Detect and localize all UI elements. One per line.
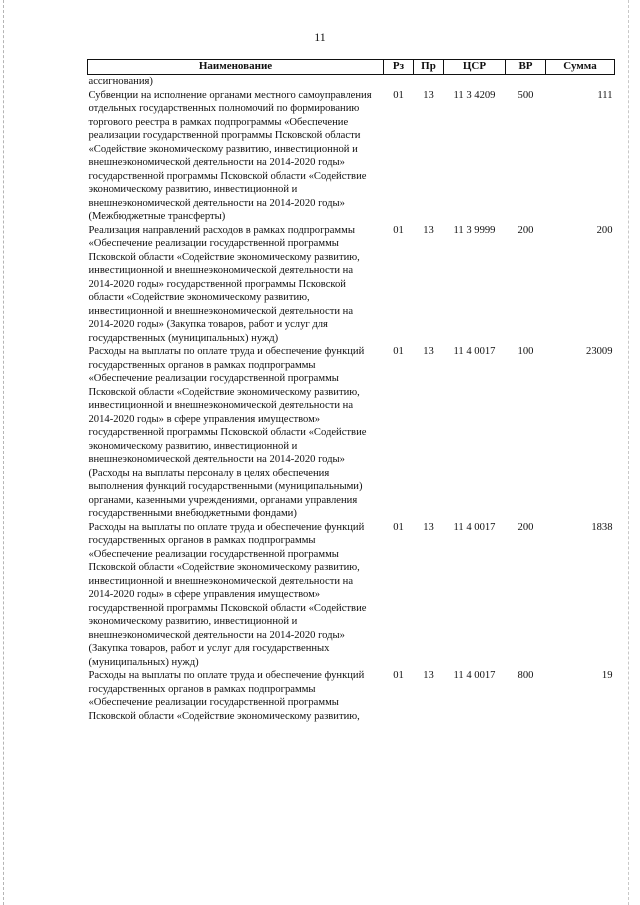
budget-table bbox=[87, 59, 615, 723]
row-pr: 13 bbox=[423, 670, 434, 681]
table-row bbox=[88, 345, 615, 521]
row-vr: 500 bbox=[517, 89, 534, 101]
row-sum: 23009 bbox=[586, 346, 613, 357]
row-vr: 200 bbox=[517, 521, 534, 533]
row-sum: 1838 bbox=[591, 521, 613, 533]
scan-edge-left bbox=[3, 0, 5, 905]
row-csr: 11 4 0017 bbox=[453, 346, 496, 357]
row-vr: 200 bbox=[517, 224, 534, 236]
carryover-text: ассигнования) bbox=[88, 76, 153, 87]
row-pr: 13 bbox=[423, 346, 434, 357]
row-rz: 01 bbox=[393, 346, 404, 357]
row-sum: 111 bbox=[597, 89, 613, 101]
header-rz: Рз bbox=[384, 60, 414, 75]
row-csr: 11 3 4209 bbox=[453, 89, 496, 101]
row-rz: 01 bbox=[393, 521, 404, 533]
table-row bbox=[88, 89, 615, 224]
header-sum: Сумма bbox=[546, 60, 615, 75]
header-pr: Пр bbox=[414, 60, 444, 75]
header-csr: ЦСР bbox=[444, 60, 506, 75]
table-header bbox=[88, 60, 615, 75]
table-body bbox=[88, 75, 615, 724]
row-rz: 01 bbox=[393, 670, 404, 681]
row-csr: 11 3 9999 bbox=[453, 224, 496, 236]
row-rz: 01 bbox=[393, 224, 404, 236]
page-number: 11 bbox=[314, 30, 326, 44]
row-vr: 800 bbox=[517, 670, 534, 681]
row-name: Субвенции на исполнение органами местного самоуправления отдельных государственных полномочий по формированию торгового реестра в рамках подпрограммы «Обеспечение реализации государственной программы Псковской области «Содействие экономическому развитию, инвестиционной и внешнеэкономической деятельности на 2014-2020 годы» государственной программы Псковской области «Содействие экономическому развитию, инвестиционной и внешнеэкономической деятельности на 2014-2020 годы» (Межбюджетные трансферты) bbox=[88, 89, 372, 222]
row-sum: 200 bbox=[596, 224, 613, 236]
row-pr: 13 bbox=[423, 224, 434, 236]
row-name: Расходы на выплаты по оплате труда и обеспечение функций государственных органов в рамках подпрограммы «Обеспечение реализации государственной программы Псковской области «Содействие экономическому развитию, инвестиционной и внешнеэкономической деятельности на 2014-2020 годы» в сфере управления имуществом» государственной программы Псковской области «Содействие экономическому развитию, инвестиционной и внешнеэкономической деятельности на 2014-2020 годы» (Закупка товаров, работ и услуг для государственных (муниципальных) нужд) bbox=[88, 521, 367, 668]
row-name: Расходы на выплаты по оплате труда и обеспечение функций государственных органов в рамках подпрограммы «Обеспечение реализации государственной программы Псковской области «Содействие экономическому развитию, bbox=[88, 670, 365, 722]
row-pr: 13 bbox=[423, 89, 434, 101]
table-row bbox=[88, 521, 615, 670]
header-name: Наименование bbox=[88, 60, 384, 75]
row-name: Расходы на выплаты по оплате труда и обеспечение функций государственных органов в рамках подпрограммы «Обеспечение реализации государственной программы Псковской области «Содействие экономическому развитию, инвестиционной и внешнеэкономической деятельности на 2014-2020 годы» в сфере управления имуществом» государственной программы Псковской области «Содействие экономическому развитию, инвестиционной и внешнеэкономической деятельности на 2014-2020 годы» (Расходы на выплаты персоналу в целях обеспечения выполнения функций государственными (муниципальными) органами, казенными учреждениями, органами управления государственными внебюджетными фондами) bbox=[88, 346, 367, 519]
row-rz: 01 bbox=[393, 89, 404, 101]
row-vr: 100 bbox=[517, 346, 534, 357]
row-name: Реализация направлений расходов в рамках подпрограммы «Обеспечение реализации государственной программы Псковской области «Содействие экономическому развитию, инвестиционной и внешнеэкономической деятельности на 2014-2020 годы» государственной программы Псковской области «Содействие экономическому развитию, инвестиционной и внешнеэкономической деятельности на 2014-2020 годы» (Закупка товаров, работ и услуг для государственных (муниципальных) нужд) bbox=[88, 224, 360, 344]
row-sum: 19 bbox=[601, 670, 613, 681]
header-vr: ВР bbox=[506, 60, 546, 75]
row-pr: 13 bbox=[423, 521, 434, 533]
table-row bbox=[88, 669, 615, 723]
row-csr: 11 4 0017 bbox=[453, 670, 496, 681]
row-csr: 11 4 0017 bbox=[453, 521, 496, 533]
carryover-row bbox=[88, 75, 615, 89]
scan-edge-right bbox=[628, 0, 630, 905]
table-row bbox=[88, 224, 615, 346]
